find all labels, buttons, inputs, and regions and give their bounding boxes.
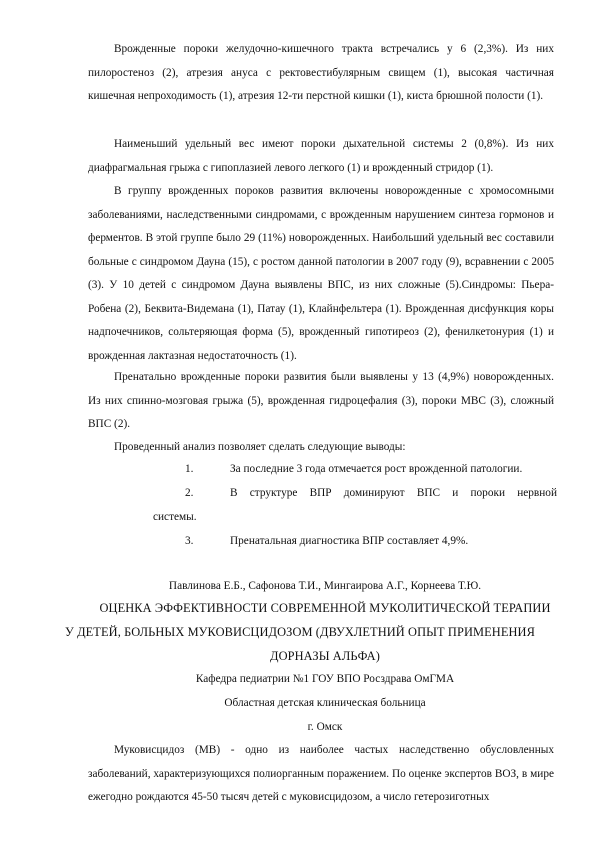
article-affiliation-2: Областная детская клиническая больница	[224, 697, 426, 709]
list-text: системы.	[153, 511, 197, 523]
paragraph-gi-defects: Врожденные пороки желудочно-кишечного тракта встречались у 6 (2,3%). Из них пилоростеноз (2), атрезия ануса с ректовестибулярным свищем (1), высокая частичная кишечная непроходимость (1), атрезия 12-ти перстной кишки (1), киста брюшной полости (1).	[88, 43, 554, 102]
article-authors: Павлинова Е.Б., Сафонова Т.И., Мингаирова А.Г., Корнеева Т.Ю.	[168, 580, 482, 592]
article-affiliation-1: Кафедра педиатрии №1 ГОУ ВПО Росздрава ОмГМА	[195, 673, 455, 685]
list-text: За последние 3 года отмечается рост врожденной патологии.	[230, 463, 523, 475]
paragraph-chromosomal-group: В группу врожденных пороков развития включены новорожденные с хромосомными заболеваниями, наследственными синдромами, с врожденным нарушением синтеза гормонов и ферментов. В этой группе было 29 (11%) новорожденных. Наибольший удельный вес составили больные с синдромом Дауна (15), с ростом данной патологии в 2007 году (9), всравнении с 2005 (3). У 10 детей с синдромом Дауна выявлены ВПС, из них сложные (5).Синдромы: Пьера-Робена (2), Беквита-Видемана (1), Патау (1), Клайнфельтера (1). Врожденная дисфункция коры надпочечников, сольтеряющая форма (5), врожденный гипотиреоз (2), фенилкетонурия (1) и врожденная лактазная недостаточность (1).	[88, 185, 554, 362]
list-text: Пренатальная диагностика ВПР составляет 4,9%.	[230, 535, 469, 547]
paragraph-respiratory-defects: Наименьший удельный вес имеют пороки дыхательной системы 2 (0,8%). Из них диафрагмальная грыжа с гипоплазией левого легкого (1) и врожденный стридор (1).	[88, 138, 554, 174]
paragraph-prenatal: Пренатально врожденные пороки развития были выявлены у 13 (4,9%) новорожденных. Из них спинно-мозговая грыжа (5), врожденная гидроцефалия (3), пороки МВС (3), сложный ВПС (2).	[88, 371, 554, 430]
article-body-paragraph: Муковисцидоз (МВ) - одно из наиболее частых наследственно обусловленных заболеваний, характеризующихся полиорганным поражением. По оценке экспертов ВОЗ, в мире ежегодно рождаются 45-50 тысяч детей с муковисцидозом, а число гетерозиготных	[88, 744, 554, 803]
list-item-continuation	[153, 506, 197, 529]
article-title-line-2: У ДЕТЕЙ, БОЛЬНЫХ МУКОВИСЦИДОЗОМ (ДВУХЛЕТНИЙ ОПЫТ ПРИМЕНЕНИЯ	[65, 625, 535, 639]
article-city: г. Омск	[307, 721, 343, 733]
list-number: 1.	[185, 463, 194, 475]
list-number: 2.	[185, 487, 194, 499]
paragraph-analysis-intro: Проведенный анализ позволяет сделать следующие выводы:	[114, 441, 406, 453]
list-text: В структуре ВПР доминируют ВПС и пороки нервной	[230, 487, 557, 499]
list-number: 3.	[185, 535, 194, 547]
article-title-line-1: ОЦЕНКА ЭФФЕКТИВНОСТИ СОВРЕМЕННОЙ МУКОЛИТИЧЕСКОЙ ТЕРАПИИ	[99, 601, 551, 615]
article-title-line-3: ДОРНАЗЫ АЛЬФА)	[270, 649, 380, 663]
